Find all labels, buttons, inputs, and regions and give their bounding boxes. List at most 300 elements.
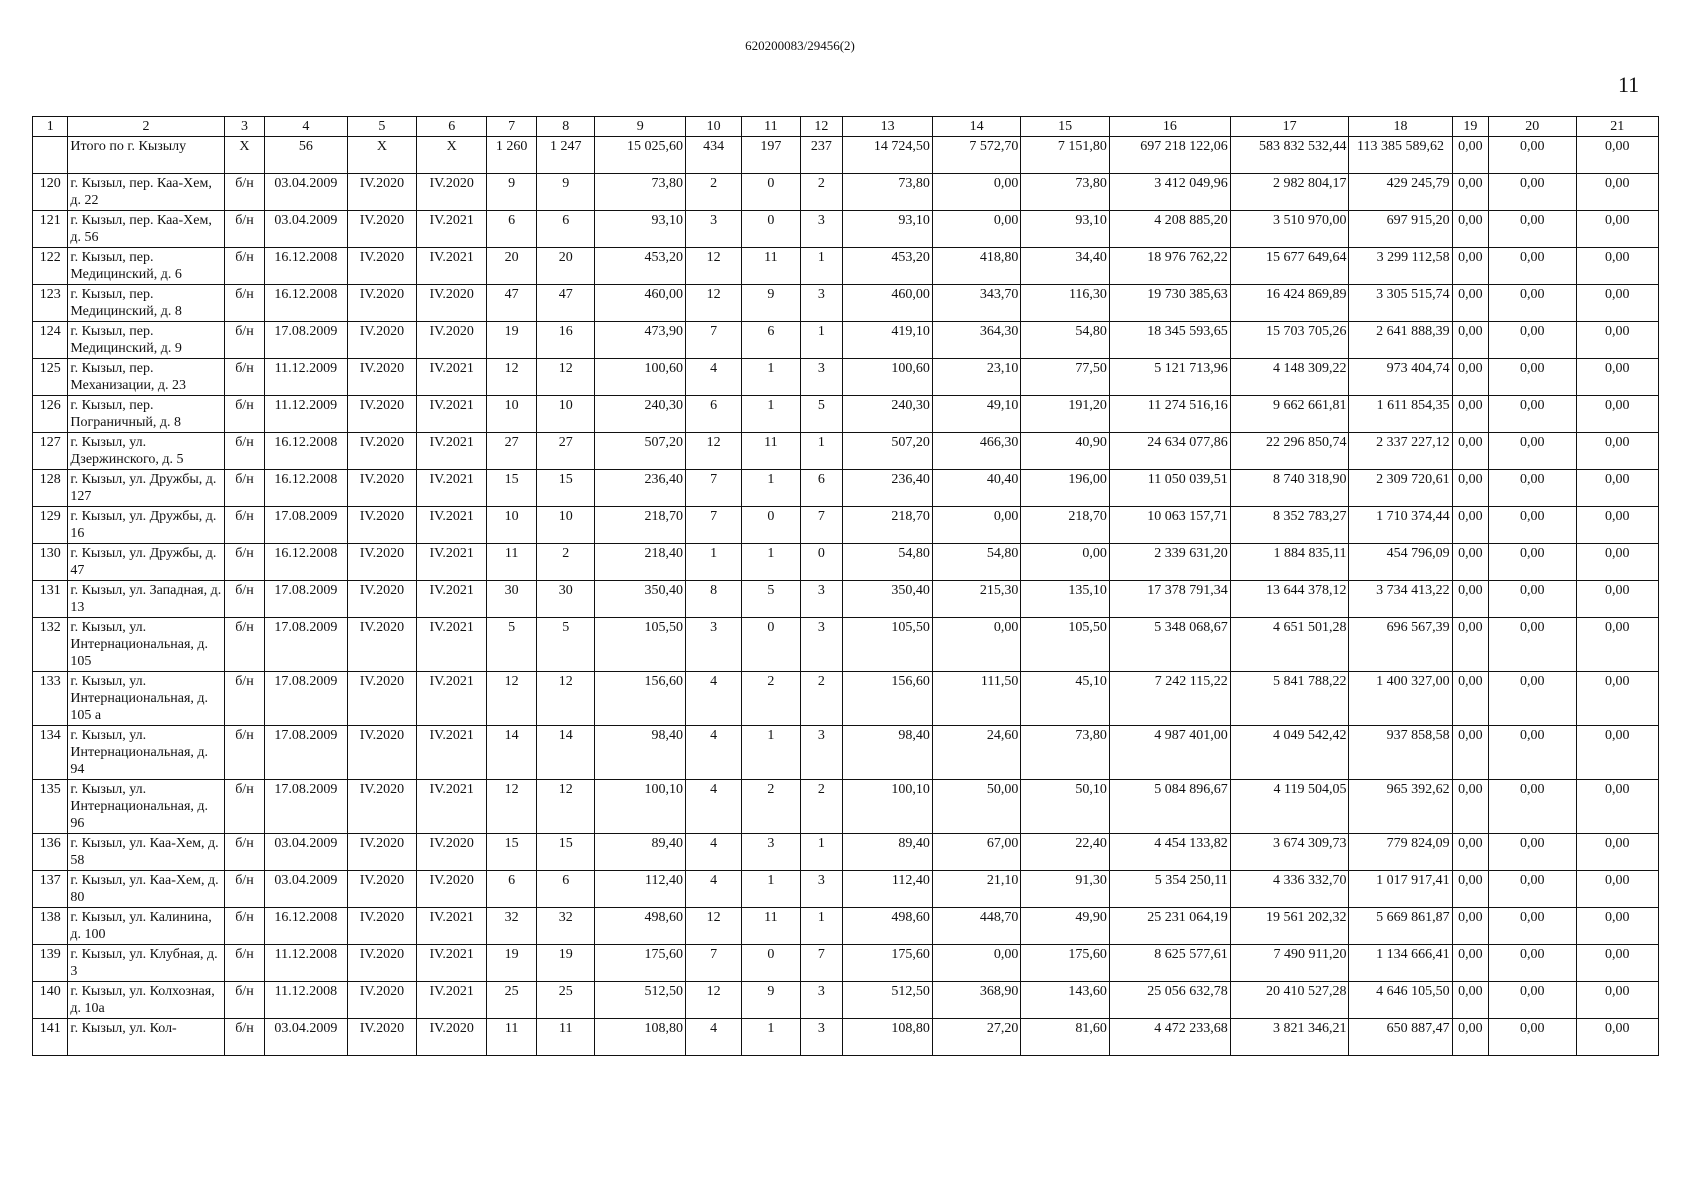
table-cell: 138 xyxy=(33,908,68,945)
table-cell: 498,60 xyxy=(595,908,686,945)
table-cell: 100,60 xyxy=(595,359,686,396)
table-cell: 93,10 xyxy=(1021,211,1110,248)
table-cell: 0,00 xyxy=(1576,211,1658,248)
total-cell xyxy=(33,137,68,174)
table-cell: б/н xyxy=(224,211,265,248)
table-row xyxy=(33,908,1659,945)
table-cell: 0,00 xyxy=(1489,507,1576,544)
table-cell: IV.2021 xyxy=(417,396,487,433)
total-cell: 113 385 589,62 xyxy=(1349,137,1452,174)
address-cell: г. Кызыл, пер. Пограничный, д. 8 xyxy=(68,396,224,433)
table-cell: 5 348 068,67 xyxy=(1109,618,1230,672)
table-cell: 105,50 xyxy=(1021,618,1110,672)
table-cell: 0,00 xyxy=(1576,1019,1658,1056)
table-cell: IV.2021 xyxy=(417,581,487,618)
total-cell: 237 xyxy=(800,137,843,174)
table-cell: 5 084 896,67 xyxy=(1109,780,1230,834)
table-cell: 0,00 xyxy=(1489,871,1576,908)
table-cell: IV.2020 xyxy=(347,470,417,507)
table-cell: 650 887,47 xyxy=(1349,1019,1452,1056)
table-cell: IV.2020 xyxy=(417,174,487,211)
table-cell: 0,00 xyxy=(1576,285,1658,322)
table-cell: 9 662 661,81 xyxy=(1230,396,1349,433)
table-cell: 0,00 xyxy=(932,211,1021,248)
table-cell: 136 xyxy=(33,834,68,871)
table-cell: 11 xyxy=(742,248,800,285)
table-cell: 9 xyxy=(742,285,800,322)
table-cell: 7 xyxy=(686,470,742,507)
table-cell: 0,00 xyxy=(1452,285,1488,322)
table-cell: 14 xyxy=(487,726,537,780)
table-cell: 1 xyxy=(742,359,800,396)
table-cell: 12 xyxy=(686,982,742,1019)
table-cell: 93,10 xyxy=(595,211,686,248)
table-cell: IV.2020 xyxy=(347,618,417,672)
table-cell: 14 xyxy=(537,726,595,780)
table-cell: 132 xyxy=(33,618,68,672)
table-cell: 0,00 xyxy=(1489,618,1576,672)
table-cell: 1 611 854,35 xyxy=(1349,396,1452,433)
table-cell: 112,40 xyxy=(843,871,933,908)
table-row xyxy=(33,322,1659,359)
table-cell: 15 xyxy=(537,470,595,507)
table-cell: 111,50 xyxy=(932,672,1021,726)
column-header: 17 xyxy=(1230,117,1349,137)
table-row xyxy=(33,396,1659,433)
table-cell: 10 xyxy=(487,507,537,544)
table-cell: 34,40 xyxy=(1021,248,1110,285)
table-cell: 0,00 xyxy=(1576,780,1658,834)
table-cell: 140 xyxy=(33,982,68,1019)
table-cell: 128 xyxy=(33,470,68,507)
table-cell: 3 xyxy=(686,618,742,672)
table-cell: 1 xyxy=(800,834,843,871)
total-cell: 434 xyxy=(686,137,742,174)
table-cell: 6 xyxy=(487,871,537,908)
table-cell: 696 567,39 xyxy=(1349,618,1452,672)
table-cell: 0,00 xyxy=(1489,726,1576,780)
table-cell: 127 xyxy=(33,433,68,470)
table-cell: 2 982 804,17 xyxy=(1230,174,1349,211)
table-cell: 54,80 xyxy=(1021,322,1110,359)
table-cell: 0,00 xyxy=(1576,322,1658,359)
table-cell: 4 049 542,42 xyxy=(1230,726,1349,780)
table-cell: 54,80 xyxy=(932,544,1021,581)
table-cell: 4 xyxy=(686,359,742,396)
table-cell: 11 xyxy=(487,544,537,581)
address-cell: г. Кызыл, ул. Дзержинского, д. 5 xyxy=(68,433,224,470)
table-cell: IV.2020 xyxy=(417,1019,487,1056)
table-cell: 77,50 xyxy=(1021,359,1110,396)
table-cell: 2 xyxy=(800,780,843,834)
table-cell: 12 xyxy=(487,780,537,834)
table-cell: 0,00 xyxy=(1489,470,1576,507)
table-cell: 0,00 xyxy=(1576,174,1658,211)
table-cell: 0,00 xyxy=(1576,672,1658,726)
table-cell: IV.2021 xyxy=(417,544,487,581)
table-cell: 73,80 xyxy=(843,174,933,211)
table-cell: 30 xyxy=(487,581,537,618)
table-cell: 4 148 309,22 xyxy=(1230,359,1349,396)
total-cell: 1 247 xyxy=(537,137,595,174)
table-cell: 17.08.2009 xyxy=(265,322,347,359)
total-cell: X xyxy=(417,137,487,174)
table-cell: 5 xyxy=(800,396,843,433)
table-cell: 25 xyxy=(487,982,537,1019)
table-cell: 1 017 917,41 xyxy=(1349,871,1452,908)
table-cell: 0,00 xyxy=(1489,1019,1576,1056)
table-row xyxy=(33,945,1659,982)
table-cell: 7 242 115,22 xyxy=(1109,672,1230,726)
table-cell: 0,00 xyxy=(1576,945,1658,982)
table-cell: 03.04.2009 xyxy=(265,174,347,211)
table-cell: 368,90 xyxy=(932,982,1021,1019)
table-cell: 131 xyxy=(33,581,68,618)
total-cell: 0,00 xyxy=(1576,137,1658,174)
table-cell: 73,80 xyxy=(1021,174,1110,211)
table-cell: 1 xyxy=(742,1019,800,1056)
table-cell: 11.12.2009 xyxy=(265,396,347,433)
table-row xyxy=(33,780,1659,834)
table-cell: 7 xyxy=(686,322,742,359)
table-cell: 3 412 049,96 xyxy=(1109,174,1230,211)
table-cell: IV.2020 xyxy=(347,908,417,945)
table-row xyxy=(33,672,1659,726)
table-cell: 11 xyxy=(537,1019,595,1056)
total-cell: X xyxy=(347,137,417,174)
column-header: 10 xyxy=(686,117,742,137)
table-cell: 7 490 911,20 xyxy=(1230,945,1349,982)
table-cell: 965 392,62 xyxy=(1349,780,1452,834)
table-cell: 0,00 xyxy=(1576,618,1658,672)
table-cell: 973 404,74 xyxy=(1349,359,1452,396)
table-cell: 20 xyxy=(537,248,595,285)
table-row xyxy=(33,581,1659,618)
table-cell: 218,40 xyxy=(595,544,686,581)
table-cell: 91,30 xyxy=(1021,871,1110,908)
table-cell: 0,00 xyxy=(1452,174,1488,211)
table-cell: 0,00 xyxy=(1452,470,1488,507)
table-cell: 779 824,09 xyxy=(1349,834,1452,871)
table-row xyxy=(33,544,1659,581)
table-cell: б/н xyxy=(224,470,265,507)
table-cell: IV.2020 xyxy=(417,834,487,871)
address-cell: г. Кызыл, ул. Калинина, д. 100 xyxy=(68,908,224,945)
table-cell: б/н xyxy=(224,618,265,672)
table-cell: IV.2020 xyxy=(347,871,417,908)
table-cell: 4 454 133,82 xyxy=(1109,834,1230,871)
table-cell: IV.2020 xyxy=(347,248,417,285)
table-cell: 12 xyxy=(487,672,537,726)
table-cell: 0,00 xyxy=(1576,581,1658,618)
table-cell: 3 xyxy=(800,871,843,908)
table-cell: 1 xyxy=(800,908,843,945)
table-cell: 10 xyxy=(537,396,595,433)
table-cell: 0,00 xyxy=(1489,780,1576,834)
table-cell: 03.04.2009 xyxy=(265,211,347,248)
table-cell: 2 641 888,39 xyxy=(1349,322,1452,359)
table-cell: 139 xyxy=(33,945,68,982)
table-cell: 0,00 xyxy=(1489,544,1576,581)
table-cell: IV.2021 xyxy=(417,672,487,726)
table-cell: 473,90 xyxy=(595,322,686,359)
table-cell: 12 xyxy=(537,672,595,726)
table-cell: 123 xyxy=(33,285,68,322)
table-cell: 1 xyxy=(742,470,800,507)
address-cell: г. Кызыл, ул. Каа-Хем, д. 80 xyxy=(68,871,224,908)
table-cell: IV.2021 xyxy=(417,470,487,507)
table-cell: 0,00 xyxy=(1576,396,1658,433)
table-cell: 453,20 xyxy=(595,248,686,285)
address-cell: г. Кызыл, ул. Дружбы, д. 47 xyxy=(68,544,224,581)
table-cell: б/н xyxy=(224,581,265,618)
table-cell: 1 xyxy=(742,544,800,581)
table-cell: 218,70 xyxy=(595,507,686,544)
table-cell: IV.2020 xyxy=(347,507,417,544)
table-cell: 4 xyxy=(686,834,742,871)
column-header: 4 xyxy=(265,117,347,137)
table-cell: 15 xyxy=(537,834,595,871)
table-cell: IV.2021 xyxy=(417,945,487,982)
table-cell: 5 354 250,11 xyxy=(1109,871,1230,908)
table-cell: 454 796,09 xyxy=(1349,544,1452,581)
table-cell: 5 841 788,22 xyxy=(1230,672,1349,726)
table-cell: 0,00 xyxy=(1576,507,1658,544)
table-cell: 6 xyxy=(537,211,595,248)
table-cell: 2 xyxy=(742,672,800,726)
table-cell: б/н xyxy=(224,726,265,780)
table-cell: 460,00 xyxy=(843,285,933,322)
table-cell: 466,30 xyxy=(932,433,1021,470)
table-cell: 236,40 xyxy=(843,470,933,507)
table-cell: IV.2020 xyxy=(347,211,417,248)
table-cell: 116,30 xyxy=(1021,285,1110,322)
table-cell: 141 xyxy=(33,1019,68,1056)
table-cell: IV.2021 xyxy=(417,908,487,945)
address-cell: г. Кызыл, ул. Кол- xyxy=(68,1019,224,1056)
table-cell: 3 xyxy=(800,211,843,248)
table-cell: 0,00 xyxy=(932,945,1021,982)
table-cell: IV.2021 xyxy=(417,780,487,834)
table-cell: 17.08.2009 xyxy=(265,780,347,834)
table-cell: 24 634 077,86 xyxy=(1109,433,1230,470)
table-row xyxy=(33,982,1659,1019)
table-cell: 19 xyxy=(537,945,595,982)
column-header: 11 xyxy=(742,117,800,137)
table-cell: б/н xyxy=(224,945,265,982)
table-cell: 73,80 xyxy=(595,174,686,211)
table-cell: 0,00 xyxy=(1452,618,1488,672)
table-cell: 8 xyxy=(686,581,742,618)
table-cell: 0,00 xyxy=(1452,908,1488,945)
table-cell: 12 xyxy=(686,433,742,470)
table-cell: 15 677 649,64 xyxy=(1230,248,1349,285)
table-cell: 19 730 385,63 xyxy=(1109,285,1230,322)
table-cell: 0,00 xyxy=(1489,248,1576,285)
table-cell: 0,00 xyxy=(1452,726,1488,780)
table-cell: 6 xyxy=(487,211,537,248)
table-row xyxy=(33,285,1659,322)
address-cell: г. Кызыл, ул. Интернациональная, д. 105 xyxy=(68,618,224,672)
table-cell: 0,00 xyxy=(1576,433,1658,470)
table-cell: 10 xyxy=(487,396,537,433)
table-cell: 30 xyxy=(537,581,595,618)
address-cell: г. Кызыл, пер. Каа-Хем, д. 22 xyxy=(68,174,224,211)
table-cell: 9 xyxy=(487,174,537,211)
table-cell: 32 xyxy=(537,908,595,945)
table-cell: 49,10 xyxy=(932,396,1021,433)
table-cell: 0,00 xyxy=(1452,433,1488,470)
table-cell: 1 xyxy=(686,544,742,581)
table-cell: 429 245,79 xyxy=(1349,174,1452,211)
table-cell: 11 xyxy=(487,1019,537,1056)
table-cell: IV.2020 xyxy=(417,285,487,322)
table-cell: 03.04.2009 xyxy=(265,871,347,908)
table-cell: 5 xyxy=(537,618,595,672)
table-cell: б/н xyxy=(224,1019,265,1056)
table-cell: 4 xyxy=(686,1019,742,1056)
table-cell: 0 xyxy=(800,544,843,581)
table-cell: 175,60 xyxy=(1021,945,1110,982)
total-cell: 14 724,50 xyxy=(843,137,933,174)
table-cell: 11 xyxy=(742,433,800,470)
table-cell: 1 xyxy=(742,726,800,780)
table-cell: 0,00 xyxy=(1489,834,1576,871)
table-cell: 1 134 666,41 xyxy=(1349,945,1452,982)
column-header: 12 xyxy=(800,117,843,137)
column-header: 14 xyxy=(932,117,1021,137)
table-cell: IV.2021 xyxy=(417,211,487,248)
table-cell: 100,10 xyxy=(843,780,933,834)
table-cell: 81,60 xyxy=(1021,1019,1110,1056)
table-cell: 0,00 xyxy=(1489,672,1576,726)
table-cell: 240,30 xyxy=(595,396,686,433)
table-row xyxy=(33,433,1659,470)
table-cell: 0,00 xyxy=(1452,544,1488,581)
table-cell: 129 xyxy=(33,507,68,544)
table-cell: б/н xyxy=(224,507,265,544)
table-cell: 0,00 xyxy=(1452,834,1488,871)
address-cell: г. Кызыл, ул. Клубная, д. 3 xyxy=(68,945,224,982)
table-cell: 0,00 xyxy=(1576,982,1658,1019)
table-cell: 2 339 631,20 xyxy=(1109,544,1230,581)
table-cell: 0,00 xyxy=(1576,248,1658,285)
table-cell: б/н xyxy=(224,544,265,581)
table-cell: б/н xyxy=(224,780,265,834)
table-cell: б/н xyxy=(224,396,265,433)
table-cell: 45,10 xyxy=(1021,672,1110,726)
table-cell: 4 336 332,70 xyxy=(1230,871,1349,908)
table-cell: 0,00 xyxy=(1489,285,1576,322)
address-cell: г. Кызыл, ул. Интернациональная, д. 105 а xyxy=(68,672,224,726)
table-cell: 3 674 309,73 xyxy=(1230,834,1349,871)
table-cell: 0,00 xyxy=(1452,871,1488,908)
table-cell: 2 337 227,12 xyxy=(1349,433,1452,470)
table-cell: 4 646 105,50 xyxy=(1349,982,1452,1019)
table-cell: 507,20 xyxy=(595,433,686,470)
table-row xyxy=(33,618,1659,672)
table-cell: 2 xyxy=(800,174,843,211)
table-cell: 0,00 xyxy=(932,507,1021,544)
table-cell: 4 xyxy=(686,672,742,726)
total-cell: 197 xyxy=(742,137,800,174)
column-header: 6 xyxy=(417,117,487,137)
table-cell: 20 410 527,28 xyxy=(1230,982,1349,1019)
table-cell: 11.12.2008 xyxy=(265,982,347,1019)
column-header: 9 xyxy=(595,117,686,137)
table-cell: 453,20 xyxy=(843,248,933,285)
table-cell: 1 xyxy=(742,396,800,433)
table-cell: 17.08.2009 xyxy=(265,672,347,726)
table-cell: IV.2020 xyxy=(347,780,417,834)
table-cell: 175,60 xyxy=(843,945,933,982)
table-cell: IV.2020 xyxy=(347,834,417,871)
address-cell: г. Кызыл, ул. Колхозная, д. 10а xyxy=(68,982,224,1019)
table-cell: 22 296 850,74 xyxy=(1230,433,1349,470)
table-cell: 23,10 xyxy=(932,359,1021,396)
table-cell: 17.08.2009 xyxy=(265,618,347,672)
table-cell: 3 xyxy=(742,834,800,871)
table-cell: IV.2021 xyxy=(417,433,487,470)
table-cell: 364,30 xyxy=(932,322,1021,359)
address-cell: г. Кызыл, ул. Интернациональная, д. 96 xyxy=(68,780,224,834)
table-cell: 133 xyxy=(33,672,68,726)
table-cell: 2 xyxy=(800,672,843,726)
table-cell: 697 915,20 xyxy=(1349,211,1452,248)
table-cell: 0,00 xyxy=(1452,322,1488,359)
table-cell: 1 xyxy=(800,433,843,470)
address-cell: г. Кызыл, ул. Интернациональная, д. 94 xyxy=(68,726,224,780)
table-cell: 1 xyxy=(742,871,800,908)
table-row xyxy=(33,1019,1659,1056)
table-row xyxy=(33,871,1659,908)
table-cell: 9 xyxy=(537,174,595,211)
table-cell: 448,70 xyxy=(932,908,1021,945)
table-cell: 16.12.2008 xyxy=(265,544,347,581)
total-cell: 583 832 532,44 xyxy=(1230,137,1349,174)
table-cell: 11.12.2009 xyxy=(265,359,347,396)
table-cell: 512,50 xyxy=(595,982,686,1019)
table-cell: 27 xyxy=(487,433,537,470)
table-cell: 3 xyxy=(800,359,843,396)
table-cell: 0,00 xyxy=(1452,248,1488,285)
table-cell: IV.2020 xyxy=(347,544,417,581)
table-cell: 0,00 xyxy=(1576,359,1658,396)
table-cell: 19 561 202,32 xyxy=(1230,908,1349,945)
document-id: 620200083/29456(2) xyxy=(745,38,855,53)
table-cell: 0,00 xyxy=(1452,982,1488,1019)
table-cell: 100,10 xyxy=(595,780,686,834)
table-cell: 0 xyxy=(742,507,800,544)
table-row xyxy=(33,174,1659,211)
table-cell: 0,00 xyxy=(1452,396,1488,433)
table-cell: 0,00 xyxy=(1452,1019,1488,1056)
table-cell: 4 651 501,28 xyxy=(1230,618,1349,672)
table-cell: 130 xyxy=(33,544,68,581)
table-cell: IV.2020 xyxy=(347,359,417,396)
table-cell: 25 231 064,19 xyxy=(1109,908,1230,945)
table-cell: 0,00 xyxy=(1576,871,1658,908)
table-cell: 5 xyxy=(487,618,537,672)
table-cell: 460,00 xyxy=(595,285,686,322)
table-cell: IV.2020 xyxy=(347,726,417,780)
table-cell: 196,00 xyxy=(1021,470,1110,507)
table-cell: 134 xyxy=(33,726,68,780)
table-cell: 3 xyxy=(800,1019,843,1056)
table-cell: 135,10 xyxy=(1021,581,1110,618)
table-cell: 418,80 xyxy=(932,248,1021,285)
table-row xyxy=(33,834,1659,871)
